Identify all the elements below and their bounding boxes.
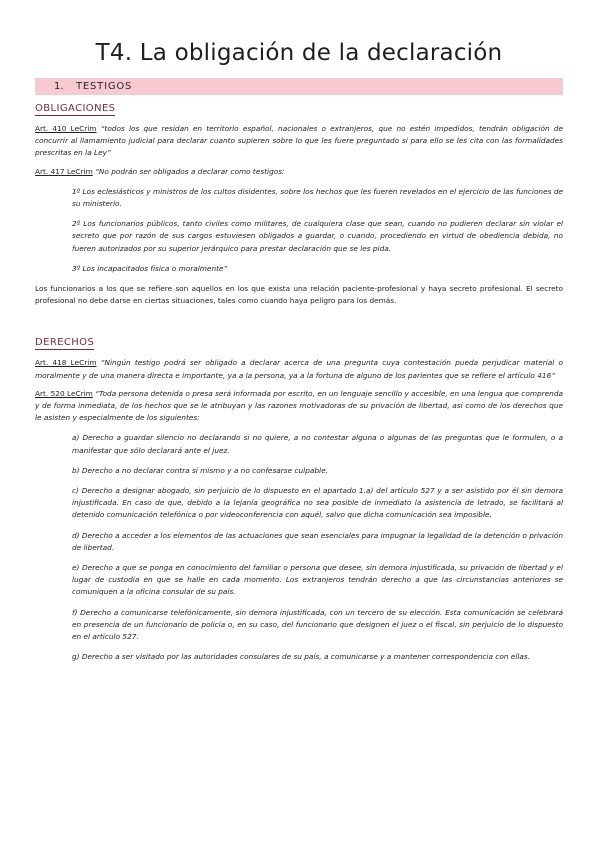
- section-title: TESTIGOS: [76, 81, 133, 92]
- list-item: a) Derecho a guardar silencio no declarando si no quiere, a no contestar alguna o algunas de las preguntas que le formulen, o a manifestar que sólo declarará ante el juez.: [72, 433, 563, 455]
- art-418-paragraph: [35, 357, 563, 381]
- list-item: 3º Los incapacitados física o moralmente”: [72, 263, 228, 273]
- art-520-paragraph: [35, 388, 563, 425]
- art-417-ref: Art. 417 LeCrim: [35, 166, 93, 176]
- art-418-text: “Ningún testigo podrá ser obligado a declarar acerca de una pregunta cuya contestación pueda perjudicar material o moralmente y de una manera directa e importante, ya a la persona, ya a la fortuna de alguno de los parientes que se refiere el artículo 416”: [35, 358, 563, 380]
- list-item: g) Derecho a ser visitado por las autoridades consulares de su país, a comunicarse y a mantener correspondencia con ellas.: [72, 652, 531, 662]
- list-item: b) Derecho a no declarar contra sí mismo y a no confesarse culpable.: [72, 465, 328, 475]
- list-item: f) Derecho a comunicarse telefónicamente, sin demora injustificada, con un tercero de su elección. Esta comunicación se celebrará en presencia de un funcionario de policía o, en su caso, del funcionario que designen el juez o el fiscal, sin perjuicio de lo dispuesto en el artículo 527.: [72, 607, 563, 642]
- art-418-ref: Art. 418 LeCrim: [35, 358, 97, 368]
- art-410-ref: Art. 410 LeCrim: [35, 124, 97, 133]
- derechos-heading: DERECHOS: [35, 337, 95, 349]
- art-417-text: “No podrán ser obligados a declarar como testigos:: [92, 166, 285, 176]
- obligaciones-block: [35, 95, 563, 307]
- obligaciones-note: Los funcionarios a los que se refiere son aquellos en los que exista una relación paciente-profesional y haya secreto profesional. El secreto profesional no debe darse en ciertas situaciones, tales como cuando haya peligro para los demás.: [35, 284, 563, 306]
- art-417-paragraph: [35, 166, 563, 178]
- art-520-text: “Toda persona detenida o presa será informada por escrito, en un lenguaje sencillo y accesible, en una lengua que comprenda y de forma inmediata, de los hechos que se le atribuyan y las razones motivadoras de su privación de libertad, así como de los derechos que le asisten y especialmente de los siguientes:: [35, 388, 563, 423]
- list-item: 1º Los eclesiásticos y ministros de los cultos disidentes, sobre los hechos que les fueren revelados en el ejercicio de las funciones de su ministerio.: [72, 186, 563, 209]
- list-item: c) Derecho a designar abogado, sin perjuicio de lo dispuesto en el apartado 1.a) del artículo 527 y a ser asistido por él sin demora injustificada. En caso de que, debido a la lejanía geográfica no sea posible de inmediato la asistencia de letrado, se facilitará al detenido comunicación telefónica o por videoconferencia con aquél, salvo que dicha comunicación sea imposible.: [72, 486, 563, 520]
- art-410-paragraph: [35, 123, 563, 160]
- page-title: T4. La obligación de la declaración: [95, 40, 503, 66]
- art-410-text: “todos los que residan en territorio español, nacionales o extranjeros, que no estén impedidos, tendrán obligación de concurrir al llamamiento judicial para declarar cuanto supieren sobre lo que les fuere preguntado si para ello se les cita con las formalidades prescritas en la Ley”: [35, 124, 563, 158]
- list-item: e) Derecho a que se ponga en conocimiento del familiar o persona que desee, sin demora injustificada, su privación de libertad y el lugar de custodia en que se halle en cada momento. Los extranjeros tendrán derecho a que las circunstancias anteriores se comuniquen a la oficina consular de su país.: [72, 563, 563, 597]
- section-number: 1.: [54, 81, 64, 92]
- obligaciones-heading: OBLIGACIONES: [35, 103, 116, 114]
- art-520-ref: Art. 520 LeCrim: [35, 388, 93, 398]
- derechos-block: [35, 329, 563, 663]
- section-header: [35, 78, 563, 95]
- list-item: 2º Los funcionarios públicos, tanto civiles como militares, de cualquiera clase que sean, cuando no pudieren declarar sin violar el secreto que por razón de sus cargos estuviesen obligados a guardar, o cuando, procediendo en virtud de obediencia debida, no fueren autorizados por su superior jerárquico para prestar declaración que se les pida.: [72, 219, 563, 253]
- list-item: d) Derecho a acceder a los elementos de las actuaciones que sean esenciales para impugnar la legalidad de la detención o privación de libertad.: [72, 530, 563, 552]
